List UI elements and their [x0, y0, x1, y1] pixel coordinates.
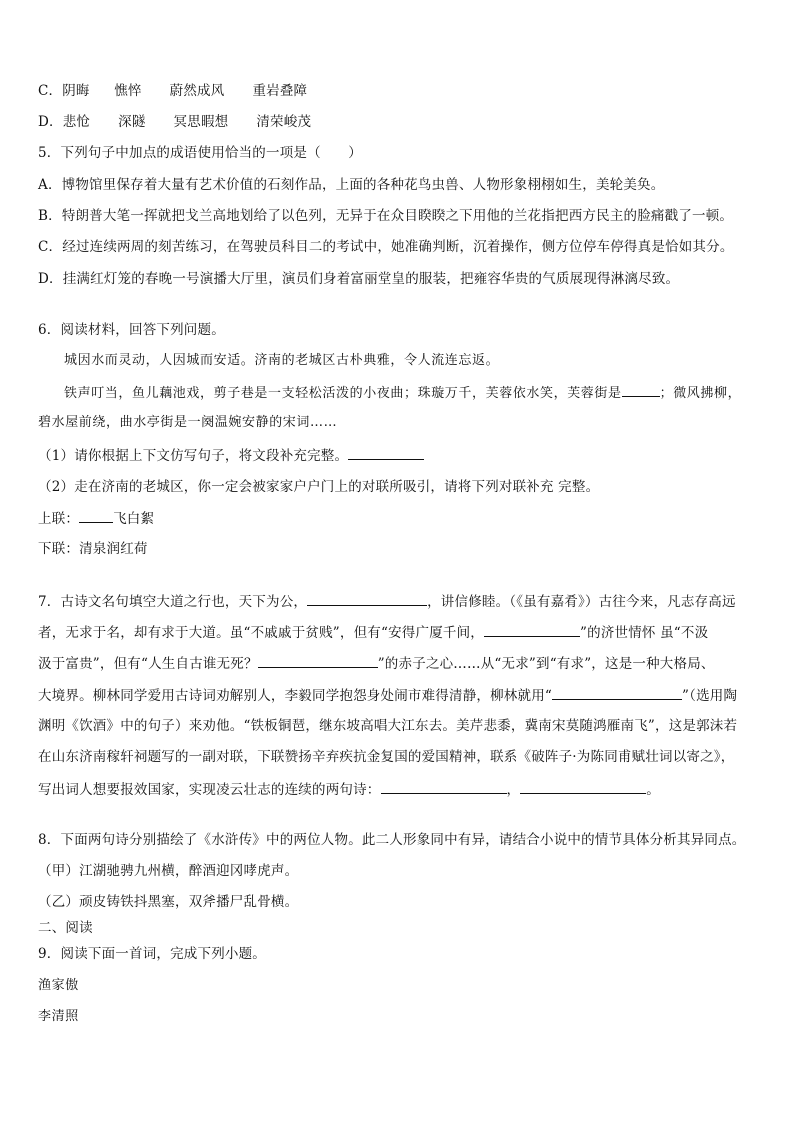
q6-lower-couplet: 下联：清泉润红荷 — [38, 541, 148, 557]
section-heading: 二、阅读 — [38, 920, 93, 936]
option-word: 深隧 — [118, 114, 146, 130]
q8-stem: 8．下面两句诗分别描绘了《水浒传》中的两位人物。此二人形象同中有异，请结合小说中的情节具体分析其异同点。 — [38, 832, 746, 848]
poem-title: 渔家傲 — [38, 978, 79, 993]
option-word: 重岩叠障 — [252, 83, 308, 99]
q7-line-6: 在山东济南稼轩祠题写的一副对联，下联赞扬辛弃疾抗金复国的爱国精神，联系《破阵子·为陈同甫赋壮词以寄之》， — [38, 749, 735, 765]
fill-blank[interactable] — [307, 591, 427, 606]
q7-text: 者，无求于名，却有求于大道。虽“不戚戚于贫贱”，但有“安得广厦千间， — [38, 625, 485, 641]
q7-text: 7．古诗文名句填空大道之行也，天下为公， — [38, 594, 308, 610]
option-word: 冥思暇想 — [173, 114, 229, 130]
q7-text: 。 — [646, 782, 660, 798]
passage-text: 铁声叮当，鱼儿藕池戏，剪子巷是一支轻松活泼的小夜曲；珠璇万千，芙蓉依水笑，芙蓉街是 — [64, 386, 622, 401]
q5-option-c: C．经过连续两周的刻苦练习，在驾驶员科目二的考试中，她准确判断，沉着操作，侧方位停车停得真是恰如其分。 — [38, 239, 734, 255]
option-letter: C． — [38, 83, 63, 99]
q6-passage-line-3: 碧水屋前绕，曲水亭街是一阕温婉安静的宋词…… — [38, 415, 338, 430]
q7-text: ”的济世情怀 虽“不汲 — [580, 625, 709, 641]
passage-text: ；微风拂柳， — [659, 386, 742, 401]
option-letter: D． — [38, 114, 63, 130]
fill-blank[interactable] — [79, 508, 113, 523]
q6-upper-couplet — [38, 508, 154, 529]
q7-text: ”的赤子之心……从“无求”到“有求”，这是一种大格局、 — [377, 656, 715, 672]
q6-passage-line-1: 城因水而灵动，人因城而安适。济南的老城区古朴典雅，令人流连忘返。 — [64, 353, 500, 368]
q7-text: ， — [506, 782, 521, 798]
fill-blank[interactable] — [622, 382, 660, 397]
couplet-text: 飞白絮 — [113, 511, 155, 527]
q8-poem-yi: （乙）顽皮铸铁抖黑塞，双斧播尸乱骨横。 — [38, 894, 299, 910]
poem-author: 李清照 — [38, 1009, 79, 1024]
sub-question-text: （1）请你根据上下文仿写句子，将文段补充完整。 — [38, 448, 349, 464]
option-word: 蔚然成风 — [169, 83, 225, 99]
q7-text: 写出词人想要报效国家，实现凌云壮志的连续的两句诗： — [38, 782, 381, 798]
q7-text: ”（选用陶 — [682, 688, 738, 704]
q5-option-b: B．特朗普大笔一挥就把戈兰高地划给了以色列，无异于在众目睽睽之下用他的兰花指把西方民主的脸痛戳了一顿。 — [38, 208, 734, 224]
q5-option-a: A．博物馆里保存着大量有艺术价值的石刻作品，上面的各种花鸟虫兽、人物形象栩栩如生，美轮美奂。 — [38, 177, 665, 193]
fill-blank[interactable] — [520, 779, 646, 794]
fill-blank[interactable] — [381, 779, 507, 794]
q4-option-c — [38, 81, 307, 101]
q7-line-1 — [38, 591, 736, 612]
q6-sub2: （2）走在济南的老城区，你一定会被家家户户门上的对联所吸引，请将下列对联补充 完整。 — [38, 479, 600, 495]
option-word: 清荣峻茂 — [256, 114, 312, 130]
fill-blank[interactable] — [258, 653, 378, 668]
q7-line-4 — [38, 685, 737, 706]
q7-line-2 — [38, 622, 708, 643]
q6-stem: 6．阅读材料，回答下列问题。 — [38, 322, 225, 338]
option-word: 悲怆 — [62, 114, 91, 130]
q8-poem-jia: （甲）江湖驰骋九州横，醉酒迎冈哮虎声。 — [38, 863, 299, 879]
q6-passage-line-2 — [64, 382, 741, 404]
q5-option-d: D．挂满红灯笼的春晚一号演播大厅里，演员们身着富丽堂皇的服装，把雍容华贵的气质展现得淋漓尽致。 — [38, 271, 680, 287]
fill-blank[interactable] — [552, 685, 682, 700]
q7-line-7 — [38, 779, 660, 800]
option-word: 憔悴 — [114, 83, 142, 99]
q7-line-5: 渊明《饮酒》中的句子）来劝他。“铁板铜琶，继东坡高唱大江东去。美芹悲黍，冀南宋莫随鸿雁南飞”，这是郭沫若 — [38, 718, 738, 734]
fill-blank[interactable] — [484, 622, 580, 637]
q7-line-3 — [38, 653, 715, 674]
q7-text: 大境界。柳林同学爱用古诗词劝解别人，李毅同学抱怨身处闹市难得清静，柳林就用“ — [38, 688, 553, 704]
couplet-label: 上联： — [38, 511, 80, 527]
q4-option-d — [38, 112, 311, 132]
q9-stem: 9．阅读下面一首词，完成下列小题。 — [38, 946, 266, 962]
option-word: 阴晦 — [62, 83, 90, 99]
q7-text: 汲于富贵”，但有“人生自古谁无死？ — [38, 656, 258, 672]
q6-sub1 — [38, 445, 424, 466]
q5-stem: 5．下列句子中加点的成语使用恰当的一项是（ ） — [38, 145, 362, 161]
q7-text: ，讲信修睦。（《虽有嘉肴》）古往今来，凡志存高远 — [427, 594, 736, 610]
fill-blank[interactable] — [348, 445, 424, 460]
